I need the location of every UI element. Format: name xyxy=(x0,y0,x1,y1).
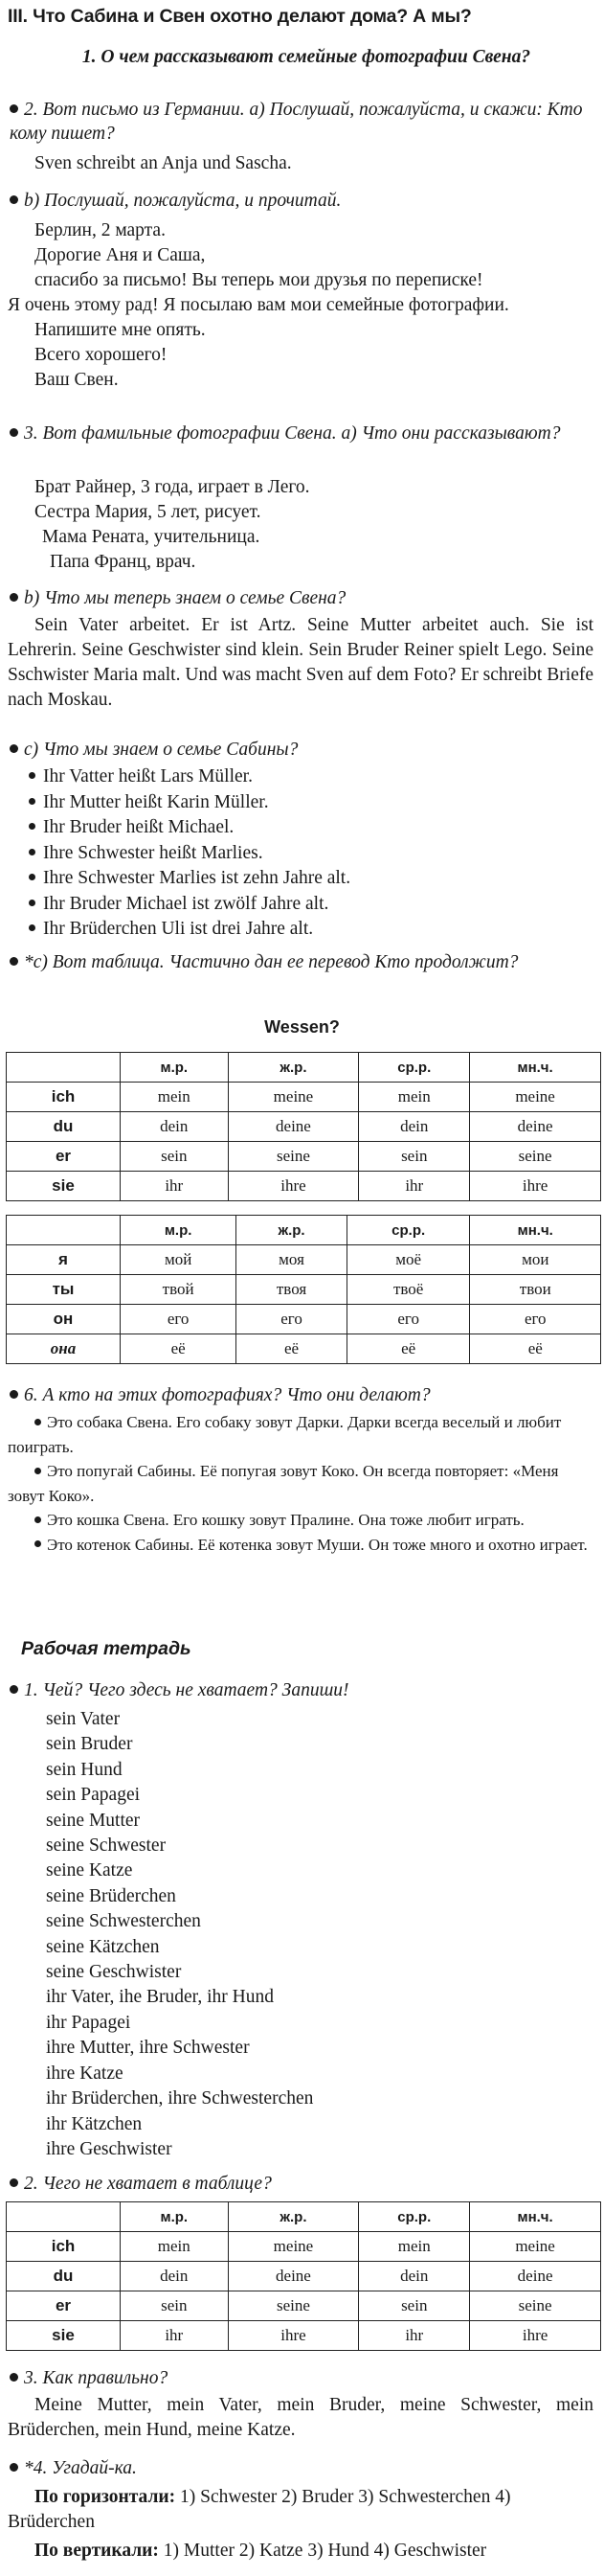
question-3a-text: 3. Вот фамильные фотографии Свена. а) Что они рассказывают? xyxy=(24,423,561,444)
table-cell: deine xyxy=(228,1112,359,1142)
photo-description xyxy=(8,1533,593,1558)
table-cell: seine xyxy=(470,1142,601,1172)
bullet-dot xyxy=(10,2463,18,2472)
photo-description xyxy=(8,1459,593,1508)
photo-description xyxy=(8,1410,593,1459)
table-cell: мой xyxy=(121,1245,236,1275)
table-row xyxy=(7,1083,601,1112)
table-cell: его xyxy=(347,1305,470,1334)
answer-line: sein Vater xyxy=(46,1709,121,1729)
table-row xyxy=(7,1142,601,1172)
table-cell: mein xyxy=(359,2232,470,2262)
bullet-dot xyxy=(10,1685,18,1694)
bullet-dot xyxy=(34,1419,41,1425)
question-2b-text: b) Послушай, пожалуйста, и прочитай. xyxy=(24,191,342,211)
table-cell: ihre xyxy=(470,2321,601,2351)
photo-description-text: Это собака Свена. Его собаку зовут Дарки. Дарки всегда веселый и любит поиграть. xyxy=(8,1413,562,1456)
table-header-cell: ж.р. xyxy=(236,1216,347,1245)
list-item: Ihr Bruder heißt Michael. xyxy=(29,815,350,841)
table-cell: его xyxy=(236,1305,347,1334)
table-header-cell: м.р. xyxy=(121,1053,229,1083)
table-cell: её xyxy=(347,1334,470,1364)
question-1: 1. О чем рассказывают семейные фотографии Свена? xyxy=(81,47,531,67)
table-header-cell: ж.р. xyxy=(228,2202,359,2232)
table-cell: deine xyxy=(470,2262,601,2291)
answer-line: ihre Mutter, ihre Schwester xyxy=(46,2038,250,2059)
table-cell: ihr xyxy=(359,2321,470,2351)
table-row xyxy=(7,1112,601,1142)
photo-line: Мама Рената, учительница. xyxy=(42,527,260,547)
letter-line: Дорогие Аня и Саша, xyxy=(34,245,206,265)
answer-line: seine Schwester xyxy=(46,1835,167,1857)
table-cell: er xyxy=(7,1142,121,1172)
table-header-cell: ср.р. xyxy=(347,1216,470,1245)
answer-line: ihre Katze xyxy=(46,2063,123,2084)
workbook-heading: Рабочая тетрадь xyxy=(21,1638,191,1659)
table-cell: meine xyxy=(228,1083,359,1112)
question-2a-answer: Sven schreibt an Anja und Sascha. xyxy=(34,153,292,173)
table-cell: meine xyxy=(470,2232,601,2262)
crossword-horizontal-answers: 1) Schwester 2) Bruder 3) Schwesterchen 4) Brüderchen xyxy=(8,2487,511,2532)
workbook-question-3 xyxy=(10,2366,168,2390)
table-cell: ihr xyxy=(121,1172,229,1201)
letter-line: спасибо за письмо! Вы теперь мои друзья по переписке! xyxy=(34,270,483,290)
workbook-question-1 xyxy=(10,1678,349,1702)
table-row xyxy=(7,2321,601,2351)
bullet-dot xyxy=(10,195,18,204)
table-header-cell: ср.р. xyxy=(359,1053,470,1083)
bullet-dot xyxy=(10,2178,18,2187)
table-cell: ihre xyxy=(470,1172,601,1201)
bullet-dot xyxy=(10,104,18,113)
crossword-vertical xyxy=(8,2539,593,2564)
list-item: Ihr Vatter heißt Lars Müller. xyxy=(29,764,350,790)
table-cell: dein xyxy=(121,2262,229,2291)
answer-line: ihre Geschwister xyxy=(46,2138,172,2159)
bullet-dot xyxy=(34,1540,41,1547)
question-3c2 xyxy=(10,950,584,974)
photo-description-text: Это кошка Свена. Его кошку зовут Пралине. Она тоже любит играть. xyxy=(47,1511,525,1529)
letter-line: Берлин, 2 марта. xyxy=(34,220,166,240)
workbook-question-2-text: 2. Чего не хватает в таблице? xyxy=(24,2174,272,2194)
table-cell: seine xyxy=(228,1142,359,1172)
table-row xyxy=(7,2291,601,2321)
table-cell: sein xyxy=(121,2291,229,2321)
photo-description-text: Это котенок Сабины. Её котенка зовут Муши. Он тоже много и охотно играет. xyxy=(47,1535,588,1554)
answer-line: sein Papagei xyxy=(46,1785,141,1806)
answer-line: ihr Papagei xyxy=(46,2012,131,2033)
photo-line: Сестра Мария, 5 лет, рисует. xyxy=(34,502,261,522)
table-cell: моё xyxy=(347,1245,470,1275)
section-header: III. Что Сабина и Свен охотно делают дома? А мы? xyxy=(8,6,472,27)
answer-line: ihr Vater, ihe Bruder, ihr Hund xyxy=(46,1987,274,2008)
question-3b xyxy=(10,586,346,610)
bullet-dot xyxy=(10,1390,18,1399)
table-cell: твой xyxy=(121,1275,236,1305)
table-cell: dein xyxy=(121,1112,229,1142)
table-header-row xyxy=(7,2202,601,2232)
sabina-family-list xyxy=(29,764,350,943)
list-item: Ihr Brüderchen Uli ist drei Jahre alt. xyxy=(29,917,350,943)
question-3a-lines xyxy=(34,475,310,575)
table-cell: моя xyxy=(236,1245,347,1275)
bullet-dot xyxy=(10,2373,18,2382)
table-title: Wessen? xyxy=(264,1017,340,1037)
crossword-vertical-label: По вертикали: xyxy=(34,2541,159,2561)
table-cell: du xyxy=(7,2262,121,2291)
question-2a-text: 2. Вот письмо из Германии. а) Послушай, пожалуйста, и скажи: Кто кому пишет? xyxy=(10,100,583,144)
table-cell: ich xyxy=(7,2232,121,2262)
table-cell: deine xyxy=(470,1112,601,1142)
possessive-table-russian xyxy=(6,1215,601,1364)
table-cell: ты xyxy=(7,1275,121,1305)
table-cell: твои xyxy=(470,1275,601,1305)
table-cell: mein xyxy=(121,2232,229,2262)
answer-line: seine Katze xyxy=(46,1860,133,1881)
table-row xyxy=(7,1172,601,1201)
table-cell: du xyxy=(7,1112,121,1142)
table-row xyxy=(7,1275,601,1305)
question-3b-text-body: Sein Vater arbeitet. Er ist Artz. Seine Mutter arbeitet auch. Sie ist Lehrerin. Seine Geschwister sind klein. Sein Bruder Reiner spielt Lego. Seine Sschwister Maria malt. Und was macht Sven auf dem Foto? Er schreibt Briefe nach Moskau. xyxy=(8,615,593,710)
workbook-question-2 xyxy=(10,2172,272,2196)
workbook-answer-list xyxy=(46,1707,313,2162)
question-2a xyxy=(10,98,584,146)
table-row xyxy=(7,1334,601,1364)
table-cell: meine xyxy=(228,2232,359,2262)
workbook-question-4-text: *4. Угадай-ка. xyxy=(24,2458,137,2478)
question-3c-text: c) Что мы знаем о семье Сабины? xyxy=(24,740,299,760)
table-cell: ihre xyxy=(228,1172,359,1201)
table-row xyxy=(7,1305,601,1334)
table-header-cell: м.р. xyxy=(121,2202,229,2232)
question-3a xyxy=(10,422,584,445)
table-cell: её xyxy=(236,1334,347,1364)
possessive-table-workbook xyxy=(6,2201,601,2351)
table-cell: его xyxy=(121,1305,236,1334)
table-header-cell: мн.ч. xyxy=(470,1216,601,1245)
bullet-dot xyxy=(10,428,18,437)
table-cell: её xyxy=(121,1334,236,1364)
table-cell: dein xyxy=(359,2262,470,2291)
answer-line: sein Bruder xyxy=(46,1734,133,1755)
table-row xyxy=(7,1245,601,1275)
table-header-row xyxy=(7,1216,601,1245)
photo-description-text: Это попугай Сабины. Её попугая зовут Коко. Он всегда повторяет: «Меня зовут Коко». xyxy=(8,1462,559,1505)
table-cell: его xyxy=(470,1305,601,1334)
photo-line: Папа Франц, врач. xyxy=(50,552,196,572)
photo-description xyxy=(8,1508,593,1533)
table-cell: sein xyxy=(359,2291,470,2321)
bullet-dot xyxy=(10,744,18,753)
letter-line: Я очень этому рад! Я посылаю вам мои семейные фотографии. xyxy=(8,295,509,315)
bullet-dot xyxy=(10,593,18,602)
table-header-cell: мн.ч. xyxy=(470,2202,601,2232)
question-3b-text: b) Что мы теперь знаем о семье Свена? xyxy=(24,588,347,608)
table-header-cell xyxy=(7,1216,121,1245)
table-cell: ihr xyxy=(359,1172,470,1201)
table-cell: meine xyxy=(470,1083,601,1112)
table-cell: sein xyxy=(121,1142,229,1172)
table-cell: твоя xyxy=(236,1275,347,1305)
table-header-cell: ср.р. xyxy=(359,2202,470,2232)
table-cell: er xyxy=(7,2291,121,2321)
table-cell: seine xyxy=(470,2291,601,2321)
answer-line: seine Mutter xyxy=(46,1810,141,1831)
photo-line: Брат Райнер, 3 года, играет в Лего. xyxy=(34,477,310,497)
letter-line: Ваш Свен. xyxy=(34,370,119,390)
question-6-items xyxy=(8,1410,593,1557)
answer-line: seine Brüderchen xyxy=(46,1885,176,1906)
table-header-cell xyxy=(7,1053,121,1083)
table-cell: ich xyxy=(7,1083,121,1112)
letter-line: Всего хорошего! xyxy=(34,345,168,365)
table-header-cell: ж.р. xyxy=(228,1053,359,1083)
answer-line: seine Kätzchen xyxy=(46,1936,160,1957)
answer-line: sein Hund xyxy=(46,1759,123,1780)
table-cell: mein xyxy=(359,1083,470,1112)
question-6-text: 6. А кто на этих фотографиях? Что они делают? xyxy=(24,1385,431,1405)
crossword-horizontal xyxy=(8,2485,593,2535)
table-cell: я xyxy=(7,1245,121,1275)
table-cell: она xyxy=(7,1334,121,1364)
table-cell: твоё xyxy=(347,1275,470,1305)
table-cell: мои xyxy=(470,1245,601,1275)
workbook-question-3-text: 3. Как правильно? xyxy=(24,2368,168,2388)
question-3c2-text: *c) Вот таблица. Частично дан ее перевод Кто продолжит? xyxy=(24,952,519,972)
bullet-dot xyxy=(10,957,18,966)
table-cell: её xyxy=(470,1334,601,1364)
table-cell: mein xyxy=(121,1083,229,1112)
list-item: Ihr Mutter heißt Karin Müller. xyxy=(29,790,350,816)
answer-line: seine Geschwister xyxy=(46,1962,182,1983)
answer-line: seine Schwesterchen xyxy=(46,1911,201,1932)
table-cell: sie xyxy=(7,2321,121,2351)
question-2b xyxy=(10,189,341,213)
table-cell: dein xyxy=(359,1112,470,1142)
list-item: Ihr Bruder Michael ist zwölf Jahre alt. xyxy=(29,892,350,918)
bullet-dot xyxy=(34,1516,41,1523)
table-cell: sein xyxy=(359,1142,470,1172)
table-cell: sie xyxy=(7,1172,121,1201)
table-header-cell: мн.ч. xyxy=(470,1053,601,1083)
crossword-horizontal-label: По горизонтали: xyxy=(34,2487,176,2507)
table-row xyxy=(7,2262,601,2291)
table-header-cell: м.р. xyxy=(121,1216,236,1245)
letter-line: Напишите мне опять. xyxy=(34,320,206,340)
answer-line: ihr Kätzchen xyxy=(46,2113,143,2134)
question-3c xyxy=(10,738,298,762)
table-cell: ihre xyxy=(228,2321,359,2351)
list-item: Ihre Schwester heißt Marlies. xyxy=(29,841,350,867)
table-header-row xyxy=(7,1053,601,1083)
table-row xyxy=(7,2232,601,2262)
list-item: Ihre Schwester Marlies ist zehn Jahre alt. xyxy=(29,866,350,892)
question-6 xyxy=(10,1383,431,1407)
table-cell: ihr xyxy=(121,2321,229,2351)
table-cell: он xyxy=(7,1305,121,1334)
answer-line: ihr Brüderchen, ihre Schwesterchen xyxy=(46,2088,314,2109)
bullet-dot xyxy=(34,1468,41,1474)
table-cell: seine xyxy=(228,2291,359,2321)
workbook-question-1-text: 1. Чей? Чего здесь не хватает? Запиши! xyxy=(24,1680,349,1700)
workbook-question-4 xyxy=(10,2456,137,2480)
workbook-question-3-answer: Meine Mutter, mein Vater, mein Bruder, meine Schwester, mein Brüderchen, mein Hund, meine Katze. xyxy=(8,2395,593,2440)
table-header-cell xyxy=(7,2202,121,2232)
possessive-table-german xyxy=(6,1052,601,1201)
crossword-vertical-answers: 1) Mutter 2) Katze 3) Hund 4) Geschwister xyxy=(163,2541,487,2561)
letter-text xyxy=(8,218,597,393)
table-cell: deine xyxy=(228,2262,359,2291)
